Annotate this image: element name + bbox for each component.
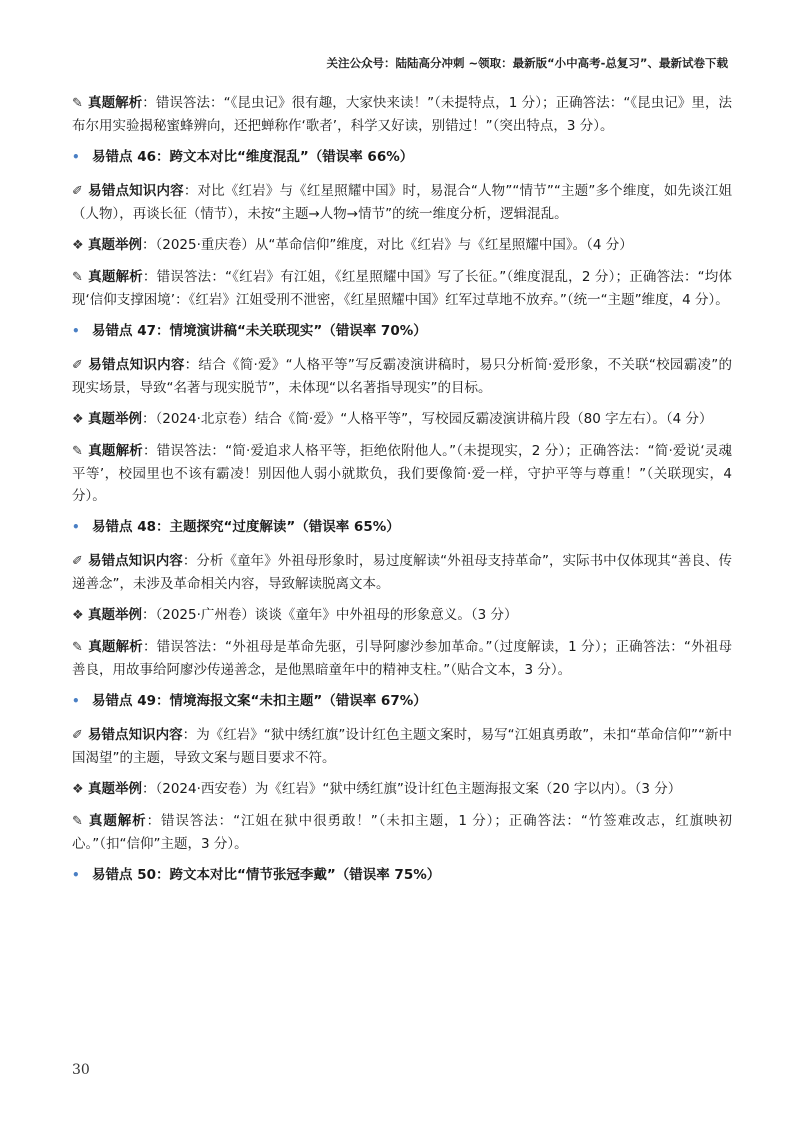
analysis-label: 真题解析 xyxy=(88,639,143,655)
bullet-icon: • xyxy=(72,520,80,534)
pen-icon: ✐ xyxy=(72,358,83,373)
analysis-label: 真题解析 xyxy=(88,269,143,285)
knowledge-paragraph xyxy=(72,180,732,225)
diamond-icon: ❖ xyxy=(72,782,84,797)
pencil-icon: ✎ xyxy=(72,96,83,111)
pen-icon: ✐ xyxy=(72,728,83,743)
knowledge-text: ：对比《红岩》与《红星照耀中国》时，易混合“人物”“情节”“主题”多个维度，如先谈江姐（人物），再谈长征（情节），未按“主题→人物→情节”的统一维度分析，逻辑混乱。 xyxy=(72,183,732,222)
example-paragraph xyxy=(72,604,732,627)
example-label: 真题举例 xyxy=(88,411,142,427)
knowledge-label: 易错点知识内容 xyxy=(88,553,183,569)
pencil-icon: ✎ xyxy=(72,270,83,285)
example-paragraph xyxy=(72,778,732,801)
example-text: ：（2025·重庆卷）从“革命信仰”维度，对比《红岩》与《红星照耀中国》。（4 分） xyxy=(142,237,633,253)
analysis-paragraph xyxy=(72,440,732,507)
diamond-icon: ❖ xyxy=(72,608,84,623)
error-point-heading xyxy=(72,864,732,886)
analysis-text: ：错误答法：“《红岩》有江姐，《红星照耀中国》写了长征。”（维度混乱，2 分）；正确答法：“均体现‘信仰支撑困境’：《红岩》江姐受刑不泄密，《红星照耀中国》红军过草地不放弃。”（统一“主题”维度，4 分）。 xyxy=(72,269,732,308)
example-text: ：（2024·北京卷）结合《简·爱》“人格平等”，写校园反霸凌演讲稿片段（80 字左右）。（4 分） xyxy=(142,411,713,427)
bullet-icon: • xyxy=(72,694,80,708)
error-point-heading xyxy=(72,320,732,342)
example-label: 真题举例 xyxy=(88,237,142,253)
pencil-icon: ✎ xyxy=(72,640,83,655)
heading-text: 易错点 50：跨文本对比“情节张冠李戴”（错误率 75%） xyxy=(92,867,441,883)
analysis-text: ：错误答法：“简·爱追求人格平等，拒绝依附他人。”（未提现实，2 分）；正确答法：“简·爱说‘灵魂平等’，校园里也不该有霸凌！别因他人弱小就欺负，我们要像简·爱一样，守护平等与尊重！”（关联现实，4 分）。 xyxy=(72,443,732,504)
knowledge-text: ：分析《童年》外祖母形象时，易过度解读“外祖母支持革命”，实际书中仅体现其“善良、传递善念”，未涉及革命相关内容，导致解读脱离文本。 xyxy=(72,553,733,592)
analysis-text: ：错误答法：“江姐在狱中很勇敢！”（未扣主题，1 分）；正确答法：“竹签难改志，红旗映初心。”（扣“信仰”主题，3 分）。 xyxy=(72,813,732,852)
heading-text: 易错点 49：情境海报文案“未扣主题”（错误率 67%） xyxy=(92,693,427,709)
knowledge-text: ：为《红岩》“狱中绣红旗”设计红色主题文案时，易写“江姐真勇敢”，未扣“革命信仰”“新中国渴望”的主题，导致文案与题目要求不符。 xyxy=(72,727,732,766)
analysis-label: 真题解析 xyxy=(88,813,147,829)
example-paragraph xyxy=(72,234,732,257)
page-number: 30 xyxy=(72,1062,90,1078)
analysis-text: ：错误答法：“外祖母是革命先驱，引导阿廖沙参加革命。”（过度解读，1 分）；正确答法：“外祖母善良，用故事给阿廖沙传递善念，是他黑暗童年中的精神支柱。”（贴合文本，3 分）。 xyxy=(72,639,732,678)
error-point-heading xyxy=(72,146,732,168)
pencil-icon: ✎ xyxy=(72,814,83,829)
knowledge-label: 易错点知识内容 xyxy=(88,357,185,373)
pen-icon: ✐ xyxy=(72,554,83,569)
pen-icon: ✐ xyxy=(72,184,83,199)
page-header: 关注公众号：陆陆高分冲刺 ~领取：最新版“小中高考-总复习”、最新试卷下载 xyxy=(326,56,728,70)
heading-text: 易错点 47：情境演讲稿“未关联现实”（错误率 70%） xyxy=(92,323,427,339)
knowledge-text: ：结合《简·爱》“人格平等”写反霸凌演讲稿时，易只分析简·爱形象，不关联“校园霸凌”的现实场景，导致“名著与现实脱节”，未体现“以名著指导现实”的目标。 xyxy=(72,357,733,396)
knowledge-label: 易错点知识内容 xyxy=(88,183,184,199)
error-point-heading xyxy=(72,690,732,712)
analysis-paragraph xyxy=(72,266,732,311)
knowledge-paragraph xyxy=(72,724,732,769)
error-point-heading xyxy=(72,516,732,538)
analysis-paragraph xyxy=(72,810,732,855)
example-text: ：（2025·广州卷）谈谈《童年》中外祖母的形象意义。（3 分） xyxy=(142,607,518,623)
bullet-icon: • xyxy=(72,150,80,164)
analysis-text: ：错误答法：“《昆虫记》很有趣，大家快来读！”（未提特点，1 分）；正确答法：“《昆虫记》里，法布尔用实验揭秘蜜蜂辨向，还把蝉称作‘歌者’，科学又好读，别错过！”（突出特点，3 分）。 xyxy=(72,95,732,134)
knowledge-label: 易错点知识内容 xyxy=(88,727,183,743)
example-paragraph xyxy=(72,408,732,431)
example-label: 真题举例 xyxy=(88,607,142,623)
knowledge-paragraph xyxy=(72,550,732,595)
diamond-icon: ❖ xyxy=(72,238,84,253)
main-content xyxy=(72,92,732,898)
bullet-icon: • xyxy=(72,868,80,882)
example-label: 真题举例 xyxy=(88,781,142,797)
example-text: ：（2024·西安卷）为《红岩》“狱中绣红旗”设计红色主题海报文案（20 字以内）。（3 分） xyxy=(142,781,682,797)
analysis-label: 真题解析 xyxy=(88,95,143,111)
analysis-label: 真题解析 xyxy=(88,443,143,459)
analysis-paragraph xyxy=(72,636,732,681)
knowledge-paragraph xyxy=(72,354,732,399)
diamond-icon: ❖ xyxy=(72,412,84,427)
heading-text: 易错点 48：主题探究“过度解读”（错误率 65%） xyxy=(92,519,400,535)
heading-text: 易错点 46：跨文本对比“维度混乱”（错误率 66%） xyxy=(92,149,414,165)
pencil-icon: ✎ xyxy=(72,444,83,459)
analysis-paragraph xyxy=(72,92,732,137)
bullet-icon: • xyxy=(72,324,80,338)
